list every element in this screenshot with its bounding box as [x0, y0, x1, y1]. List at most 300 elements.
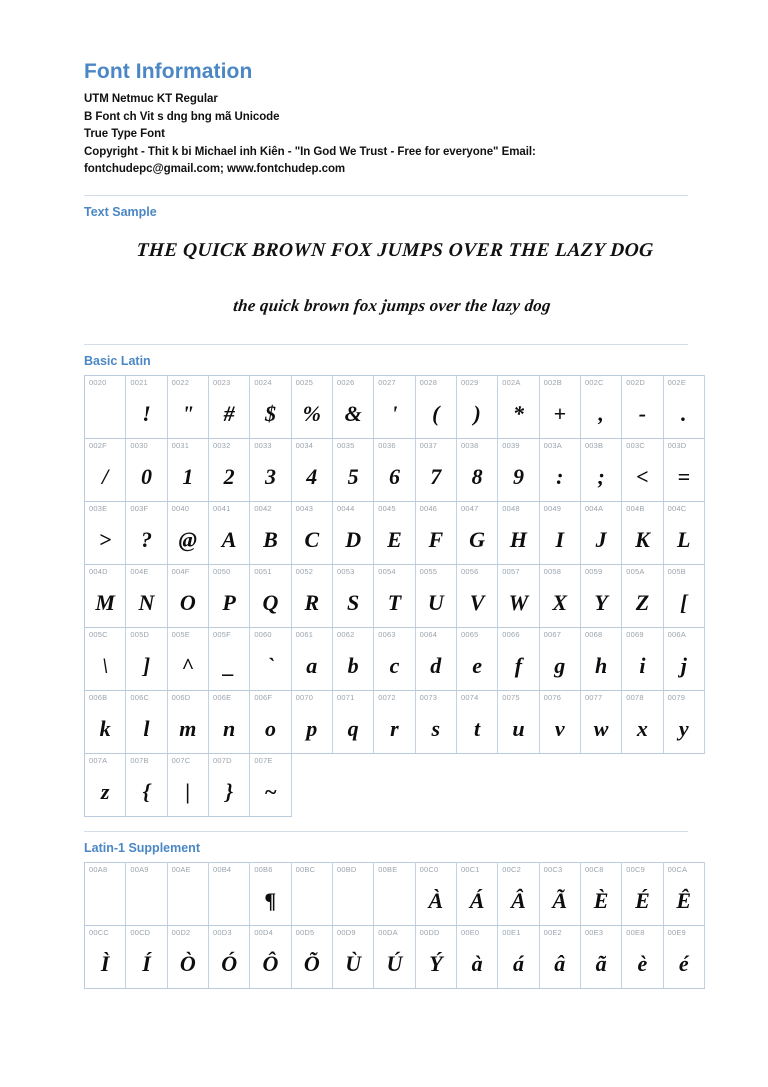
glyph-codepoint: 002D — [626, 377, 645, 387]
glyph-cell[interactable] — [374, 862, 415, 925]
glyph-character: . — [681, 400, 687, 426]
glyph-character: q — [347, 715, 359, 741]
glyph-cell[interactable] — [539, 375, 580, 438]
glyph-cell[interactable] — [498, 690, 539, 753]
glyph-character: r — [390, 715, 399, 741]
glyph-codepoint: 0073 — [419, 692, 438, 702]
glyph-cell[interactable] — [291, 627, 332, 690]
glyph-cell[interactable] — [208, 375, 249, 438]
glyph-cell[interactable] — [580, 925, 621, 988]
glyph-character — [126, 880, 166, 922]
glyph-cell[interactable] — [415, 862, 456, 925]
glyph-codepoint: 00C0 — [419, 864, 439, 874]
glyph-character: f — [514, 652, 523, 678]
glyph-codepoint: 003A — [543, 440, 562, 450]
glyph-character: 8 — [471, 463, 483, 489]
glyph-codepoint: 006B — [89, 692, 108, 702]
glyph-codepoint: 002C — [584, 377, 604, 387]
glyph-character — [292, 880, 332, 922]
glyph-codepoint: 0045 — [378, 503, 396, 513]
glyph-character: > — [98, 526, 112, 552]
glyph-codepoint: 00CD — [130, 927, 151, 937]
glyph-cell[interactable] — [456, 925, 497, 988]
glyph-character: Ì — [100, 950, 110, 976]
glyph-codepoint: 00E3 — [584, 927, 604, 937]
contact-line: fontchudepc@gmail.com; www.fontchudep.com — [84, 163, 346, 176]
glyph-character: x — [636, 715, 648, 741]
glyph-cell[interactable] — [332, 690, 373, 753]
glyph-codepoint: 005F — [212, 629, 231, 639]
glyph-cell[interactable] — [498, 627, 539, 690]
glyph-codepoint: 0079 — [667, 692, 686, 702]
glyph-codepoint: 0034 — [295, 440, 314, 450]
glyph-codepoint: 0040 — [171, 503, 190, 513]
glyph-cell[interactable] — [663, 375, 704, 438]
glyph-character: @ — [178, 526, 197, 552]
glyph-cell[interactable] — [85, 925, 126, 988]
glyph-character — [85, 393, 125, 435]
glyph-cell[interactable] — [498, 564, 539, 627]
glyph-codepoint: 007D — [212, 755, 232, 765]
glyph-codepoint: 0076 — [543, 692, 562, 702]
glyph-cell[interactable] — [498, 925, 539, 988]
glyph-cell[interactable] — [85, 438, 126, 501]
glyph-cell[interactable] — [415, 564, 456, 627]
glyph-codepoint: 0058 — [543, 566, 562, 576]
glyph-character: s — [431, 715, 441, 741]
glyph-codepoint: 00CA — [667, 864, 688, 874]
page-title: Font Information — [84, 60, 253, 83]
glyph-cell[interactable] — [663, 501, 704, 564]
glyph-codepoint: 00B6 — [254, 864, 273, 874]
glyph-codepoint: 00BC — [295, 864, 316, 874]
glyph-codepoint: 00DA — [378, 927, 398, 937]
glyph-codepoint: 005B — [667, 566, 686, 576]
glyph-cell[interactable] — [291, 564, 332, 627]
glyph-character: S — [347, 589, 360, 615]
glyph-codepoint: 00D5 — [295, 927, 315, 937]
glyph-character: Ô — [262, 950, 279, 976]
glyph-cell[interactable] — [126, 753, 167, 816]
glyph-codepoint: 00CC — [89, 927, 109, 937]
glyph-codepoint: 007C — [171, 755, 191, 765]
glyph-cell[interactable] — [374, 627, 415, 690]
glyph-cell[interactable] — [663, 862, 704, 925]
glyph-codepoint: 0032 — [212, 440, 231, 450]
glyph-cell[interactable] — [374, 501, 415, 564]
glyph-cell[interactable] — [622, 375, 663, 438]
glyph-character: P — [222, 589, 236, 615]
glyph-codepoint: 00E1 — [502, 927, 521, 937]
glyph-character: { — [142, 778, 151, 804]
glyph-cell[interactable] — [456, 564, 497, 627]
glyph-codepoint: 004B — [626, 503, 645, 513]
copyright-line: Copyright - Thit k bi Michael inh Kiên - "In God We Trust - Free for everyone" Email: — [84, 145, 536, 158]
glyph-codepoint: 0054 — [378, 566, 396, 576]
glyph-codepoint: 0063 — [378, 629, 396, 639]
glyph-cell[interactable] — [415, 375, 456, 438]
sample-lowercase-pangram: the quick brown fox jumps over the lazy dog — [232, 295, 552, 315]
glyph-codepoint: 005E — [171, 629, 190, 639]
glyph-codepoint: 0027 — [378, 377, 396, 387]
glyph-codepoint: 0025 — [295, 377, 314, 387]
glyph-cell[interactable] — [539, 564, 580, 627]
glyph-cell[interactable] — [126, 862, 167, 925]
glyph-cell[interactable] — [539, 501, 580, 564]
glyph-codepoint: 00BD — [336, 864, 357, 874]
glyph-cell[interactable] — [498, 438, 539, 501]
glyph-cell-blank — [580, 753, 621, 816]
glyph-cell[interactable] — [126, 925, 167, 988]
glyph-codepoint: 003D — [667, 440, 687, 450]
glyph-cell[interactable] — [126, 438, 167, 501]
glyph-cell[interactable] — [167, 690, 208, 753]
glyph-cell[interactable] — [208, 564, 249, 627]
glyph-character: é — [678, 950, 689, 976]
glyph-cell[interactable] — [291, 501, 332, 564]
glyph-cell[interactable] — [456, 862, 497, 925]
glyph-codepoint: 0024 — [254, 377, 272, 387]
glyph-cell[interactable] — [456, 375, 497, 438]
glyph-row — [85, 753, 705, 816]
glyph-cell[interactable] — [291, 690, 332, 753]
glyph-character: 6 — [388, 463, 400, 489]
glyph-character: p — [306, 715, 318, 741]
glyph-codepoint: 00E0 — [460, 927, 480, 937]
glyph-codepoint: 00C9 — [626, 864, 645, 874]
glyph-cell[interactable] — [580, 501, 621, 564]
glyph-character: ( — [432, 400, 440, 426]
glyph-cell[interactable] — [374, 438, 415, 501]
glyph-cell[interactable] — [332, 501, 373, 564]
glyph-codepoint: 002E — [667, 377, 686, 387]
font-type-line: True Type Font — [84, 128, 165, 141]
glyph-codepoint: 006F — [254, 692, 273, 702]
glyph-cell[interactable] — [580, 375, 621, 438]
glyph-cell[interactable] — [332, 627, 373, 690]
glyph-character: u — [512, 715, 525, 741]
glyph-codepoint: 005C — [89, 629, 108, 639]
glyph-codepoint: 0053 — [336, 566, 355, 576]
glyph-codepoint: 00D2 — [171, 927, 191, 937]
glyph-cell[interactable] — [456, 438, 497, 501]
glyph-cell[interactable] — [663, 438, 704, 501]
glyph-cell[interactable] — [167, 501, 208, 564]
glyph-cell[interactable] — [85, 375, 126, 438]
glyph-character: Ò — [179, 950, 196, 976]
glyph-cell[interactable] — [539, 690, 580, 753]
glyph-cell[interactable] — [126, 690, 167, 753]
glyph-cell[interactable] — [622, 564, 663, 627]
glyph-character: á — [512, 950, 524, 976]
glyph-character: H — [509, 526, 527, 552]
glyph-codepoint: 005D — [130, 629, 150, 639]
glyph-cell[interactable] — [456, 690, 497, 753]
glyph-cell[interactable] — [332, 564, 373, 627]
glyph-character: O — [179, 589, 196, 615]
glyph-character: ! — [142, 400, 151, 426]
glyph-character: Q — [262, 589, 279, 615]
glyph-cell[interactable] — [250, 564, 291, 627]
glyph-character: < — [636, 463, 649, 489]
glyph-cell[interactable] — [539, 862, 580, 925]
glyph-cell[interactable] — [208, 501, 249, 564]
glyph-character: a — [306, 652, 318, 678]
glyph-cell[interactable] — [126, 375, 167, 438]
glyph-cell[interactable] — [167, 375, 208, 438]
glyph-character: È — [593, 887, 609, 913]
glyph-character: M — [95, 589, 115, 615]
glyph-cell[interactable] — [167, 925, 208, 988]
glyph-cell[interactable] — [208, 438, 249, 501]
glyph-cell[interactable] — [126, 627, 167, 690]
glyph-character — [168, 880, 208, 922]
glyph-cell[interactable] — [167, 753, 208, 816]
glyph-cell[interactable] — [539, 925, 580, 988]
glyph-character: Z — [635, 589, 650, 615]
glyph-character: l — [143, 715, 150, 741]
glyph-cell[interactable] — [580, 564, 621, 627]
glyph-codepoint: 0035 — [336, 440, 355, 450]
glyph-character: ) — [473, 400, 481, 426]
glyph-cell[interactable] — [208, 925, 249, 988]
glyph-codepoint: 00E2 — [543, 927, 562, 937]
glyph-cell[interactable] — [663, 627, 704, 690]
glyph-character: ¶ — [264, 887, 276, 913]
glyph-character: = — [677, 463, 691, 489]
glyph-cell[interactable] — [126, 564, 167, 627]
glyph-cell[interactable] — [250, 375, 291, 438]
glyph-codepoint: 00B4 — [212, 864, 232, 874]
glyph-cell[interactable] — [291, 438, 332, 501]
glyph-cell[interactable] — [415, 925, 456, 988]
glyph-codepoint: 00A8 — [89, 864, 108, 874]
glyph-cell[interactable] — [208, 753, 249, 816]
glyph-character: ' — [391, 400, 398, 426]
glyph-character — [374, 880, 414, 922]
glyph-cell[interactable] — [332, 925, 373, 988]
latin1-supplement-heading: Latin-1 Supplement — [84, 840, 200, 855]
glyph-codepoint: 0033 — [254, 440, 272, 450]
glyph-cell[interactable] — [250, 753, 291, 816]
glyph-character: _ — [223, 652, 235, 678]
glyph-cell[interactable] — [126, 501, 167, 564]
glyph-codepoint: 0047 — [460, 503, 479, 513]
glyph-cell[interactable] — [415, 438, 456, 501]
glyph-codepoint: 006A — [667, 629, 686, 639]
glyph-cell[interactable] — [250, 862, 291, 925]
section-divider — [84, 195, 688, 196]
glyph-character: o — [264, 715, 276, 741]
glyph-codepoint: 00BE — [378, 864, 398, 874]
glyph-codepoint: 007B — [130, 755, 149, 765]
glyph-codepoint: 0042 — [254, 503, 272, 513]
glyph-cell-blank — [374, 753, 415, 816]
glyph-cell[interactable] — [622, 438, 663, 501]
glyph-cell[interactable] — [85, 690, 126, 753]
glyph-codepoint: 007A — [89, 755, 108, 765]
glyph-cell[interactable] — [539, 627, 580, 690]
glyph-codepoint: 006E — [212, 692, 232, 702]
glyph-codepoint: 006C — [130, 692, 150, 702]
glyph-cell-blank — [622, 753, 663, 816]
glyph-codepoint: 0068 — [584, 629, 603, 639]
glyph-character: À — [428, 887, 444, 913]
glyph-codepoint: 00D9 — [336, 927, 356, 937]
glyph-codepoint: 0052 — [295, 566, 314, 576]
glyph-cell[interactable] — [167, 564, 208, 627]
glyph-cell[interactable] — [498, 501, 539, 564]
glyph-codepoint: 0065 — [460, 629, 479, 639]
glyph-cell[interactable] — [498, 375, 539, 438]
glyph-character: 0 — [140, 463, 152, 489]
glyph-codepoint: 0078 — [626, 692, 644, 702]
glyph-cell[interactable] — [332, 375, 373, 438]
glyph-cell[interactable] — [85, 627, 126, 690]
glyph-character: C — [304, 526, 320, 552]
glyph-character: c — [389, 652, 400, 678]
glyph-character: K — [635, 526, 650, 552]
glyph-character: U — [427, 589, 444, 615]
glyph-codepoint: 0062 — [336, 629, 355, 639]
glyph-cell[interactable] — [663, 564, 704, 627]
font-name-line: UTM Netmuc KT Regular — [84, 93, 218, 106]
glyph-character: J — [595, 526, 607, 552]
glyph-codepoint: 00C8 — [584, 864, 604, 874]
text-sample-section — [84, 195, 688, 330]
glyph-cell[interactable] — [622, 862, 663, 925]
glyph-cell[interactable] — [580, 438, 621, 501]
glyph-character: ] — [142, 652, 151, 678]
glyph-codepoint: 00E8 — [626, 927, 645, 937]
glyph-cell[interactable] — [539, 438, 580, 501]
glyph-cell[interactable] — [622, 501, 663, 564]
glyph-codepoint: 0070 — [295, 692, 314, 702]
glyph-character: 2 — [223, 463, 235, 489]
glyph-codepoint: 0036 — [378, 440, 396, 450]
section-divider — [84, 831, 688, 832]
glyph-character: 7 — [430, 463, 442, 489]
glyph-cell[interactable] — [374, 375, 415, 438]
glyph-character: N — [138, 589, 155, 615]
glyph-cell[interactable] — [208, 627, 249, 690]
glyph-codepoint: 0039 — [502, 440, 520, 450]
glyph-character: k — [99, 715, 111, 741]
glyph-cell[interactable] — [250, 690, 291, 753]
glyph-character: b — [347, 652, 359, 678]
glyph-character: Y — [594, 589, 608, 615]
glyph-cell[interactable] — [498, 862, 539, 925]
glyph-codepoint: 0050 — [212, 566, 231, 576]
glyph-codepoint: 004E — [130, 566, 149, 576]
section-divider — [84, 344, 688, 345]
glyph-cell[interactable] — [167, 438, 208, 501]
glyph-codepoint: 00DD — [419, 927, 440, 937]
glyph-cell[interactable] — [580, 627, 621, 690]
glyph-character: 1 — [182, 463, 194, 489]
glyph-codepoint: 0067 — [543, 629, 562, 639]
glyph-character: Ó — [221, 950, 238, 976]
glyph-cell[interactable] — [167, 862, 208, 925]
glyph-cell[interactable] — [415, 627, 456, 690]
glyph-character: ` — [266, 652, 275, 678]
glyph-cell[interactable] — [622, 925, 663, 988]
glyph-cell[interactable] — [374, 925, 415, 988]
glyph-character: V — [469, 589, 485, 615]
glyph-codepoint: 0022 — [171, 377, 190, 387]
glyph-cell[interactable] — [291, 925, 332, 988]
glyph-cell[interactable] — [208, 862, 249, 925]
glyph-codepoint: 007E — [254, 755, 273, 765]
glyph-character: I — [555, 526, 565, 552]
glyph-cell[interactable] — [332, 438, 373, 501]
glyph-codepoint: 00A9 — [130, 864, 149, 874]
glyph-cell[interactable] — [415, 690, 456, 753]
glyph-character: â — [554, 950, 566, 976]
glyph-character: , — [598, 400, 604, 426]
glyph-cell[interactable] — [374, 690, 415, 753]
glyph-codepoint: 0057 — [502, 566, 520, 576]
glyph-character: 3 — [264, 463, 276, 489]
glyph-codepoint: 002B — [543, 377, 562, 387]
glyph-cell[interactable] — [456, 501, 497, 564]
glyph-cell[interactable] — [250, 501, 291, 564]
glyph-cell[interactable] — [456, 627, 497, 690]
glyph-cell[interactable] — [374, 564, 415, 627]
glyph-cell[interactable] — [622, 627, 663, 690]
glyph-character: Õ — [303, 950, 320, 976]
glyph-codepoint: 0026 — [336, 377, 355, 387]
glyph-cell[interactable] — [663, 690, 704, 753]
glyph-cell[interactable] — [250, 925, 291, 988]
glyph-cell-blank — [498, 753, 539, 816]
glyph-codepoint: 00E9 — [667, 927, 686, 937]
glyph-cell[interactable] — [580, 862, 621, 925]
glyph-codepoint: 00C2 — [502, 864, 522, 874]
glyph-codepoint: 0055 — [419, 566, 438, 576]
glyph-cell[interactable] — [85, 564, 126, 627]
glyph-cell[interactable] — [85, 862, 126, 925]
glyph-cell[interactable] — [250, 627, 291, 690]
glyph-cell[interactable] — [85, 501, 126, 564]
glyph-character — [85, 880, 125, 922]
glyph-codepoint: 0077 — [584, 692, 603, 702]
glyph-cell[interactable] — [332, 862, 373, 925]
glyph-character: è — [637, 950, 648, 976]
glyph-cell[interactable] — [250, 438, 291, 501]
glyph-character: m — [179, 715, 197, 741]
glyph-cell[interactable] — [415, 501, 456, 564]
glyph-character: 5 — [347, 463, 359, 489]
glyph-character: ^ — [181, 652, 195, 678]
glyph-cell[interactable] — [208, 690, 249, 753]
glyph-cell[interactable] — [622, 690, 663, 753]
latin1-supplement-section — [84, 831, 692, 989]
glyph-cell[interactable] — [663, 925, 704, 988]
text-sample-heading: Text Sample — [84, 204, 157, 219]
glyph-character: n — [223, 715, 236, 741]
text-sample-body — [84, 226, 688, 330]
glyph-cell[interactable] — [167, 627, 208, 690]
glyph-character: A — [221, 526, 237, 552]
glyph-cell[interactable] — [580, 690, 621, 753]
glyph-cell[interactable] — [291, 375, 332, 438]
glyph-character: Á — [469, 887, 485, 913]
glyph-character: \ — [102, 652, 109, 678]
glyph-cell[interactable] — [85, 753, 126, 816]
glyph-cell[interactable] — [291, 862, 332, 925]
glyph-codepoint: 0043 — [295, 503, 314, 513]
